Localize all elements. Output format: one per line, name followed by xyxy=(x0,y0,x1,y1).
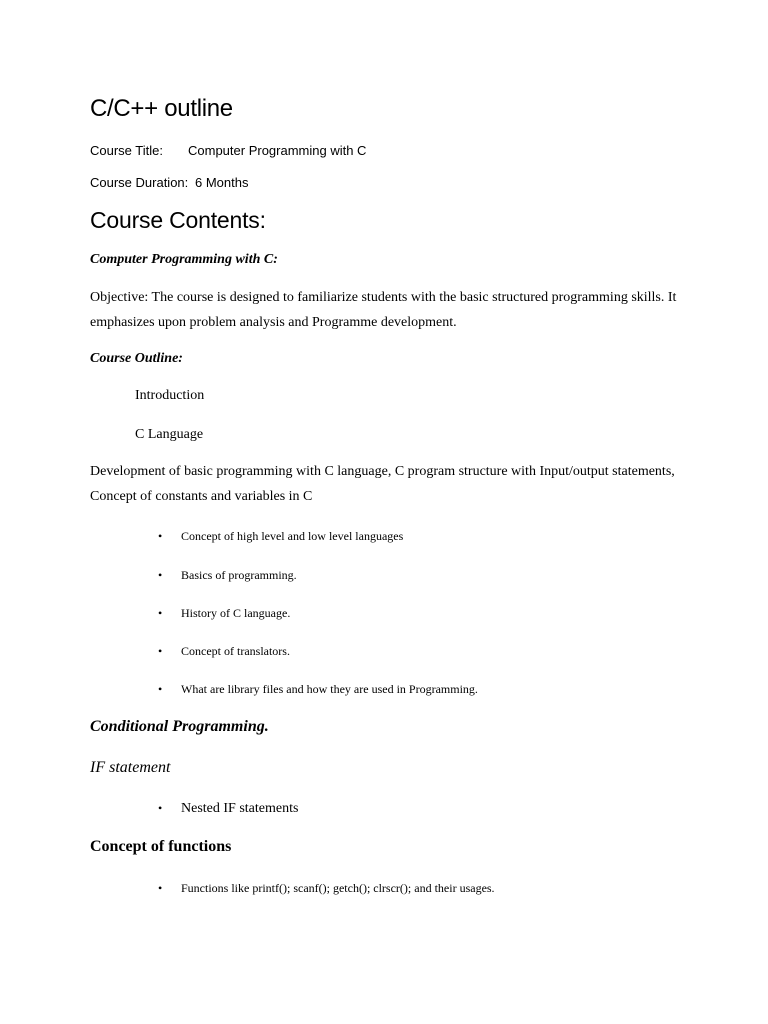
course-title-value: Computer Programming with C xyxy=(188,143,367,158)
bullet-icon: • xyxy=(158,801,163,815)
course-title-row xyxy=(90,143,367,159)
list-item-text: History of C language. xyxy=(181,606,291,620)
list-item xyxy=(158,681,478,697)
course-outline-label: Course Outline: xyxy=(90,351,183,366)
bullet-icon: • xyxy=(158,606,163,620)
course-duration-value: 6 Months xyxy=(195,175,249,190)
bullet-icon: • xyxy=(158,568,163,582)
list-item xyxy=(158,880,495,896)
course-duration-label: Course Duration: xyxy=(90,175,189,190)
list-item-text: Concept of high level and low level languages xyxy=(181,529,404,543)
list-item-text: Nested IF statements xyxy=(181,801,299,816)
course-contents-heading: Course Contents: xyxy=(90,207,266,233)
conditional-programming-heading: Conditional Programming. xyxy=(90,718,269,735)
outline-item-c-language: C Language xyxy=(135,427,204,442)
if-statement-heading: IF statement xyxy=(90,759,171,776)
list-item xyxy=(158,799,298,818)
course-subtitle: Computer Programming with C: xyxy=(90,252,278,267)
list-item xyxy=(158,605,290,621)
course-duration-row xyxy=(90,175,249,191)
course-title-label: Course Title: xyxy=(90,143,163,158)
functions-heading: Concept of functions xyxy=(90,838,232,855)
objective-paragraph: Objective: The course is designed to familiarize students with the basic structured programming skills. It emphasizes upon problem analysis and Programme development. xyxy=(90,290,677,330)
list-item xyxy=(158,567,297,583)
list-item xyxy=(158,643,290,659)
bullet-icon: • xyxy=(158,682,163,696)
document-title: C/C++ outline xyxy=(90,95,233,122)
bullet-icon: • xyxy=(158,881,163,895)
list-item-text: What are library files and how they are used in Programming. xyxy=(181,682,478,696)
list-item xyxy=(158,528,403,544)
development-paragraph: Development of basic programming with C language, C program structure with Input/output statements, Concept of constants and variables in C xyxy=(90,464,675,504)
list-item-text: Functions like printf(); scanf(); getch(); clrscr(); and their usages. xyxy=(181,881,495,895)
list-item-text: Concept of translators. xyxy=(181,644,290,658)
outline-item-introduction: Introduction xyxy=(135,388,205,403)
bullet-icon: • xyxy=(158,644,163,658)
bullet-icon: • xyxy=(158,529,163,543)
list-item-text: Basics of programming. xyxy=(181,568,297,582)
